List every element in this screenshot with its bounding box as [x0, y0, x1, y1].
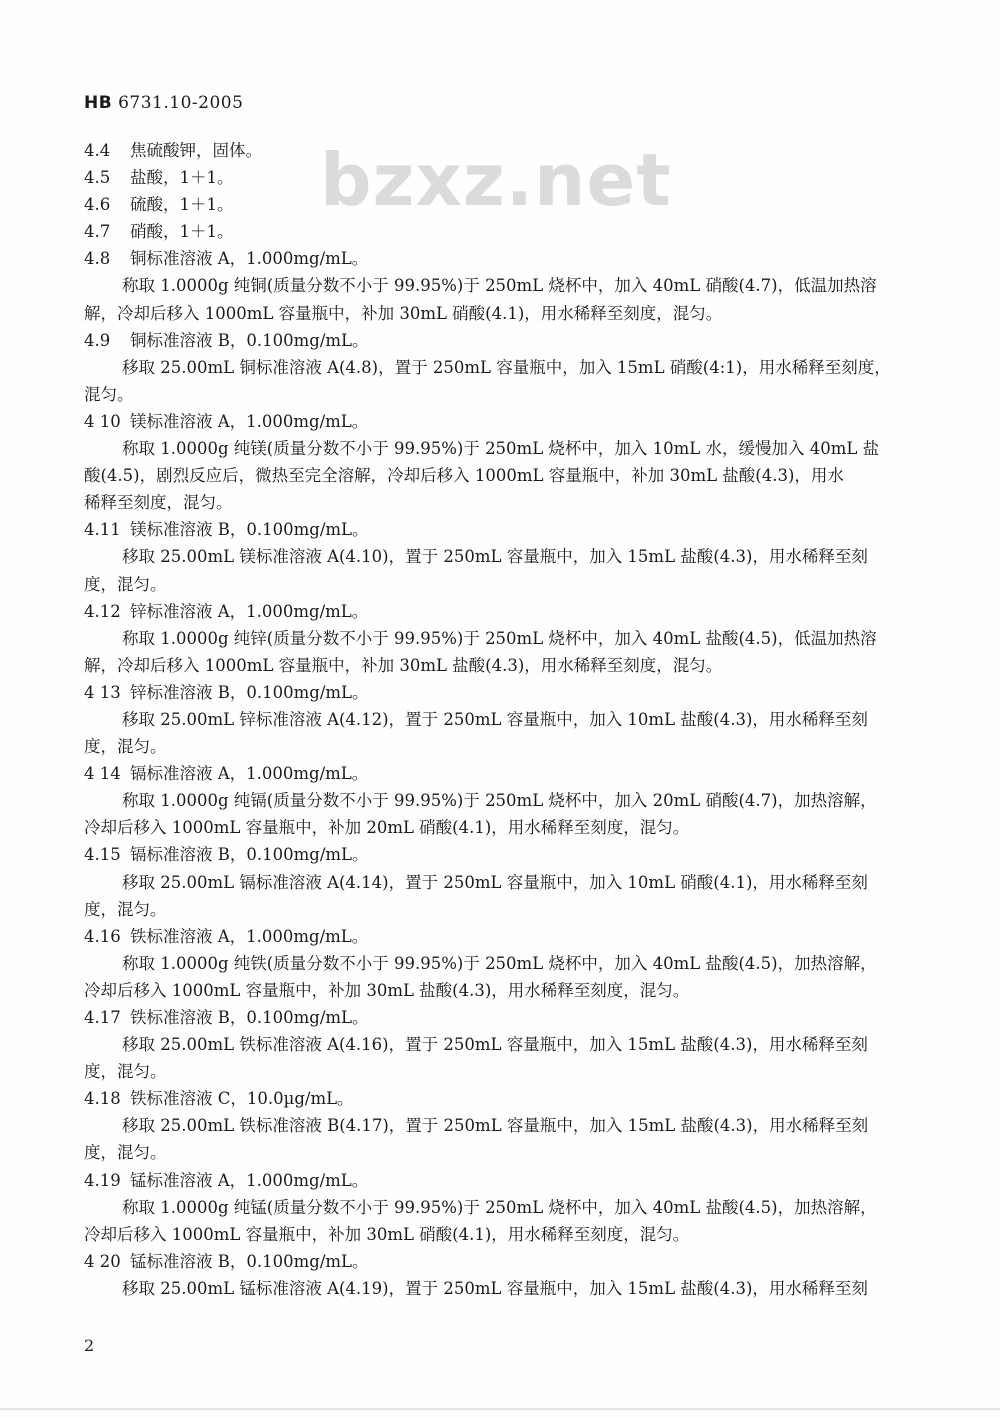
- section-number: 4.4: [84, 141, 111, 160]
- document-body: [84, 137, 909, 1302]
- section-title: 铜标准溶液 B，0.100mg/mL。: [130, 330, 369, 350]
- section-heading: [84, 164, 909, 191]
- section-title: 铁标准溶液 A，1.000mg/mL。: [130, 926, 369, 946]
- paragraph-line: 称取 1.0000g 纯锌(质量分数不小于 99.95%)于 250mL 烧杯中，加入 40mL 盐酸(4.5)，低温加热溶: [122, 628, 877, 648]
- section-number: 4.15: [84, 845, 121, 865]
- section-title: 镁标准溶液 A，1.000mg/mL。: [130, 411, 369, 431]
- section-title: 焦硫酸钾，固体。: [130, 141, 262, 160]
- paragraph-line: 称取 1.0000g 纯镉(质量分数不小于 99.95%)于 250mL 烧杯中，加入 20mL 硝酸(4.7)，加热溶解，: [122, 791, 877, 811]
- paragraph-line: 移取 25.00mL 铜标准溶液 A(4.8)，置于 250mL 容量瓶中，加入 15mL 硝酸(4:1)，用水稀释至刻度，: [122, 357, 891, 377]
- section-title: 铁标准溶液 B，0.100mg/mL。: [130, 1008, 369, 1027]
- section-heading: [84, 679, 909, 706]
- paragraph-line: 移取 25.00mL 镉标准溶液 A(4.14)，置于 250mL 容量瓶中，加入 10mL 硝酸(4.1)，用水稀释至刻: [122, 872, 868, 892]
- paragraph-continuation: 混匀。: [84, 384, 134, 404]
- page-bottom-edge: [0, 1408, 1000, 1410]
- section-heading: [84, 1004, 909, 1031]
- paragraph-line: 移取 25.00mL 锌标准溶液 A(4.12)，置于 250mL 容量瓶中，加入 10mL 盐酸(4.3)，用水稀释至刻: [122, 709, 868, 729]
- standard-number: 6731.10-2005: [118, 93, 244, 113]
- section-heading: [84, 760, 909, 787]
- paragraph-line: 移取 25.00mL 镁标准溶液 A(4.10)，置于 250mL 容量瓶中，加入 15mL 盐酸(4.3)，用水稀释至刻: [122, 547, 868, 567]
- section-heading: [84, 1167, 909, 1194]
- section-number: 4.6: [84, 195, 111, 215]
- paragraph-continuation: 解，冷却后移入 1000mL 容量瓶中，补加 30mL 盐酸(4.3)，用水稀释至刻度，混匀。: [84, 655, 723, 675]
- paragraph-continuation: 冷却后移入 1000mL 容量瓶中，补加 30mL 盐酸(4.3)，用水稀释至刻度，混匀。: [84, 980, 690, 1000]
- section-heading: [84, 137, 909, 164]
- paragraph-line: 称取 1.0000g 纯锰(质量分数不小于 99.95%)于 250mL 烧杯中，加入 40mL 盐酸(4.5)，加热溶解，: [122, 1197, 877, 1217]
- paragraph-continuation: 度，混匀。: [84, 1143, 167, 1163]
- section-heading: [84, 598, 909, 625]
- paragraph-line: 移取 25.00mL 锰标准溶液 A(4.19)，置于 250mL 容量瓶中，加入 15mL 盐酸(4.3)，用水稀释至刻: [122, 1278, 868, 1298]
- standard-prefix: HB: [84, 93, 113, 113]
- section-title: 锰标准溶液 B，0.100mg/mL。: [130, 1251, 369, 1271]
- paragraph-continuation: 解，冷却后移入 1000mL 容量瓶中，补加 30mL 硝酸(4.1)，用水稀释至刻度，混匀。: [84, 303, 723, 323]
- paragraph-line: 移取 25.00mL 铁标准溶液 A(4.16)，置于 250mL 容量瓶中，加入 15mL 盐酸(4.3)，用水稀释至刻: [122, 1035, 868, 1055]
- section-heading: [84, 191, 909, 218]
- section-title: 镁标准溶液 B，0.100mg/mL。: [130, 520, 369, 540]
- section-number: 4 14: [84, 764, 121, 784]
- section-title: 锰标准溶液 A，1.000mg/mL。: [130, 1170, 369, 1190]
- paragraph-continuation: 冷却后移入 1000mL 容量瓶中，补加 20mL 硝酸(4.1)，用水稀释至刻度，混匀。: [84, 818, 690, 838]
- section-heading: [84, 408, 909, 435]
- section-title: 锌标准溶液 B，0.100mg/mL。: [130, 682, 369, 702]
- paragraph-continuation: 度，混匀。: [84, 574, 167, 594]
- section-number: 4 20: [84, 1251, 121, 1271]
- paragraph-line: 称取 1.0000g 纯铁(质量分数不小于 99.95%)于 250mL 烧杯中，加入 40mL 盐酸(4.5)，加热溶解，: [122, 953, 877, 973]
- section-heading: [84, 1248, 909, 1275]
- watermark: bzxz.net: [320, 138, 672, 222]
- section-number: 4.19: [84, 1170, 121, 1190]
- page-number: 2: [84, 1336, 95, 1355]
- standard-header: [84, 93, 243, 113]
- section-number: 4 10: [84, 411, 121, 431]
- section-title: 锌标准溶液 A，1.000mg/mL。: [130, 601, 369, 621]
- section-number: 4 13: [84, 682, 121, 702]
- section-title: 铜标准溶液 A，1.000mg/mL。: [130, 249, 369, 269]
- section-heading: [84, 841, 909, 868]
- section-number: 4.16: [84, 926, 121, 946]
- paragraph-line: 移取 25.00mL 铁标准溶液 B(4.17)，置于 250mL 容量瓶中，加入 15mL 盐酸(4.3)，用水稀释至刻: [122, 1116, 869, 1136]
- section-number: 4.17: [84, 1008, 121, 1027]
- paragraph-continuation: 冷却后移入 1000mL 容量瓶中，补加 30mL 硝酸(4.1)，用水稀释至刻度，混匀。: [84, 1224, 690, 1244]
- section-heading: [84, 923, 909, 950]
- section-title: 硝酸，1＋1。: [130, 222, 234, 242]
- section-number: 4.8: [84, 249, 111, 269]
- section-heading: [84, 327, 909, 354]
- section-heading: [84, 1085, 909, 1112]
- paragraph-continuation: 稀释至刻度，混匀。: [84, 493, 233, 513]
- paragraph-continuation: 酸(4.5)，剧烈反应后，微热至完全溶解，冷却后移入 1000mL 容量瓶中，补加 30mL 盐酸(4.3)，用水: [84, 466, 844, 486]
- paragraph-continuation: 度，混匀。: [84, 737, 167, 757]
- paragraph-continuation: 度，混匀。: [84, 1062, 167, 1082]
- section-title: 盐酸，1＋1。: [130, 168, 234, 188]
- paragraph-line: 称取 1.0000g 纯镁(质量分数不小于 99.95%)于 250mL 烧杯中，加入 10mL 水，缓慢加入 40mL 盐: [122, 439, 880, 459]
- section-number: 4.5: [84, 168, 111, 188]
- section-title: 镉标准溶液 A，1.000mg/mL。: [130, 764, 369, 784]
- section-title: 镉标准溶液 B，0.100mg/mL。: [130, 845, 369, 865]
- section-heading: [84, 516, 909, 543]
- section-number: 4.18: [84, 1089, 121, 1109]
- section-title: 硫酸，1＋1。: [130, 195, 234, 215]
- section-number: 4.9: [84, 330, 111, 350]
- section-title: 铁标准溶液 C，10.0µg/mL。: [130, 1089, 354, 1109]
- section-number: 4.12: [84, 601, 121, 621]
- section-heading: [84, 245, 909, 272]
- paragraph-continuation: 度，混匀。: [84, 899, 167, 919]
- section-number: 4.7: [84, 222, 111, 242]
- section-heading: [84, 218, 909, 245]
- paragraph-line: 称取 1.0000g 纯铜(质量分数不小于 99.95%)于 250mL 烧杯中，加入 40mL 硝酸(4.7)，低温加热溶: [122, 276, 877, 296]
- section-number: 4.11: [84, 520, 121, 540]
